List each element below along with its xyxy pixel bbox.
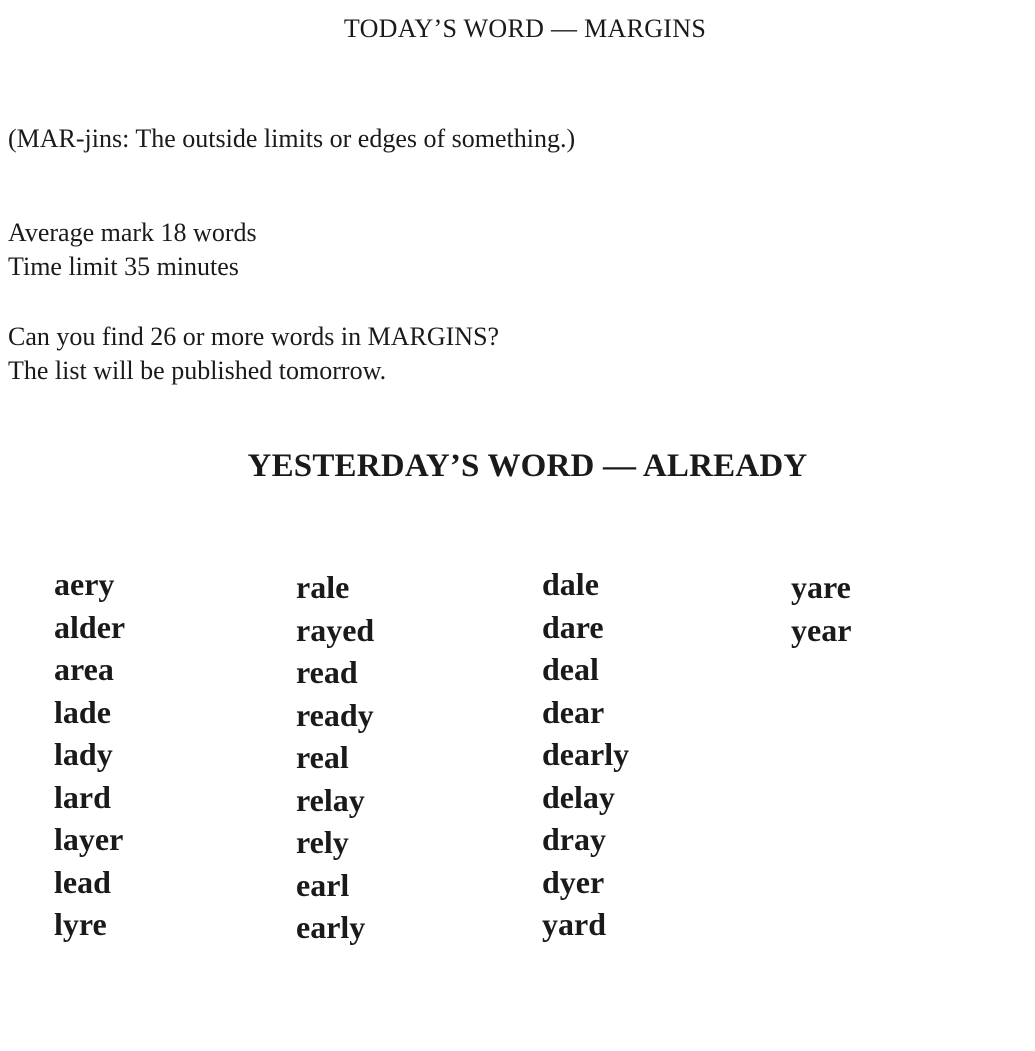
word-item: relay [296, 781, 365, 818]
word-definition: (MAR-jins: The outside limits or edges of something.) [8, 124, 576, 153]
word-item: lady [54, 736, 113, 772]
word-item: real [296, 739, 349, 775]
word-column-3 [542, 563, 629, 946]
todays-word-title: TODAY’S WORD — MARGINS [343, 14, 707, 43]
word-item: deal [542, 651, 599, 687]
word-item: rely [296, 824, 349, 860]
word-item: rale [296, 569, 350, 605]
word-item: lead [54, 863, 111, 900]
word-item: dearly [542, 736, 630, 772]
word-item: dare [542, 608, 604, 645]
word-column-2 [296, 566, 374, 949]
word-item: earl [296, 866, 350, 903]
word-item: rayed [296, 611, 375, 648]
word-item: alder [54, 608, 126, 645]
yesterdays-word-title: YESTERDAY’S WORD — ALREADY [247, 448, 808, 484]
word-item: yard [542, 906, 606, 942]
word-item: aery [54, 566, 115, 602]
word-item: layer [54, 821, 124, 857]
word-item: dear [542, 693, 605, 730]
answer-word-list [0, 563, 1035, 963]
word-item: area [54, 651, 114, 687]
word-item: yare [791, 569, 851, 605]
time-limit: Time limit 35 minutes [8, 252, 239, 281]
publish-note: The list will be published tomorrow. [8, 356, 387, 385]
challenge-info [8, 320, 499, 388]
word-item: lade [54, 693, 111, 730]
word-column-1 [54, 563, 125, 946]
scoring-info [8, 216, 257, 284]
word-item: ready [296, 696, 374, 733]
word-item: lyre [54, 906, 107, 942]
word-item: early [296, 909, 366, 945]
word-item: delay [542, 778, 615, 815]
word-item: lard [54, 778, 111, 815]
average-mark: Average mark 18 words [8, 218, 257, 247]
word-item: dale [542, 566, 599, 602]
challenge-text: Can you find 26 or more words in MARGINS? [8, 322, 500, 351]
word-item: dray [542, 821, 606, 857]
word-item: year [791, 611, 852, 648]
word-item: dyer [542, 863, 605, 900]
word-column-4 [791, 566, 851, 651]
word-item: read [296, 654, 358, 690]
